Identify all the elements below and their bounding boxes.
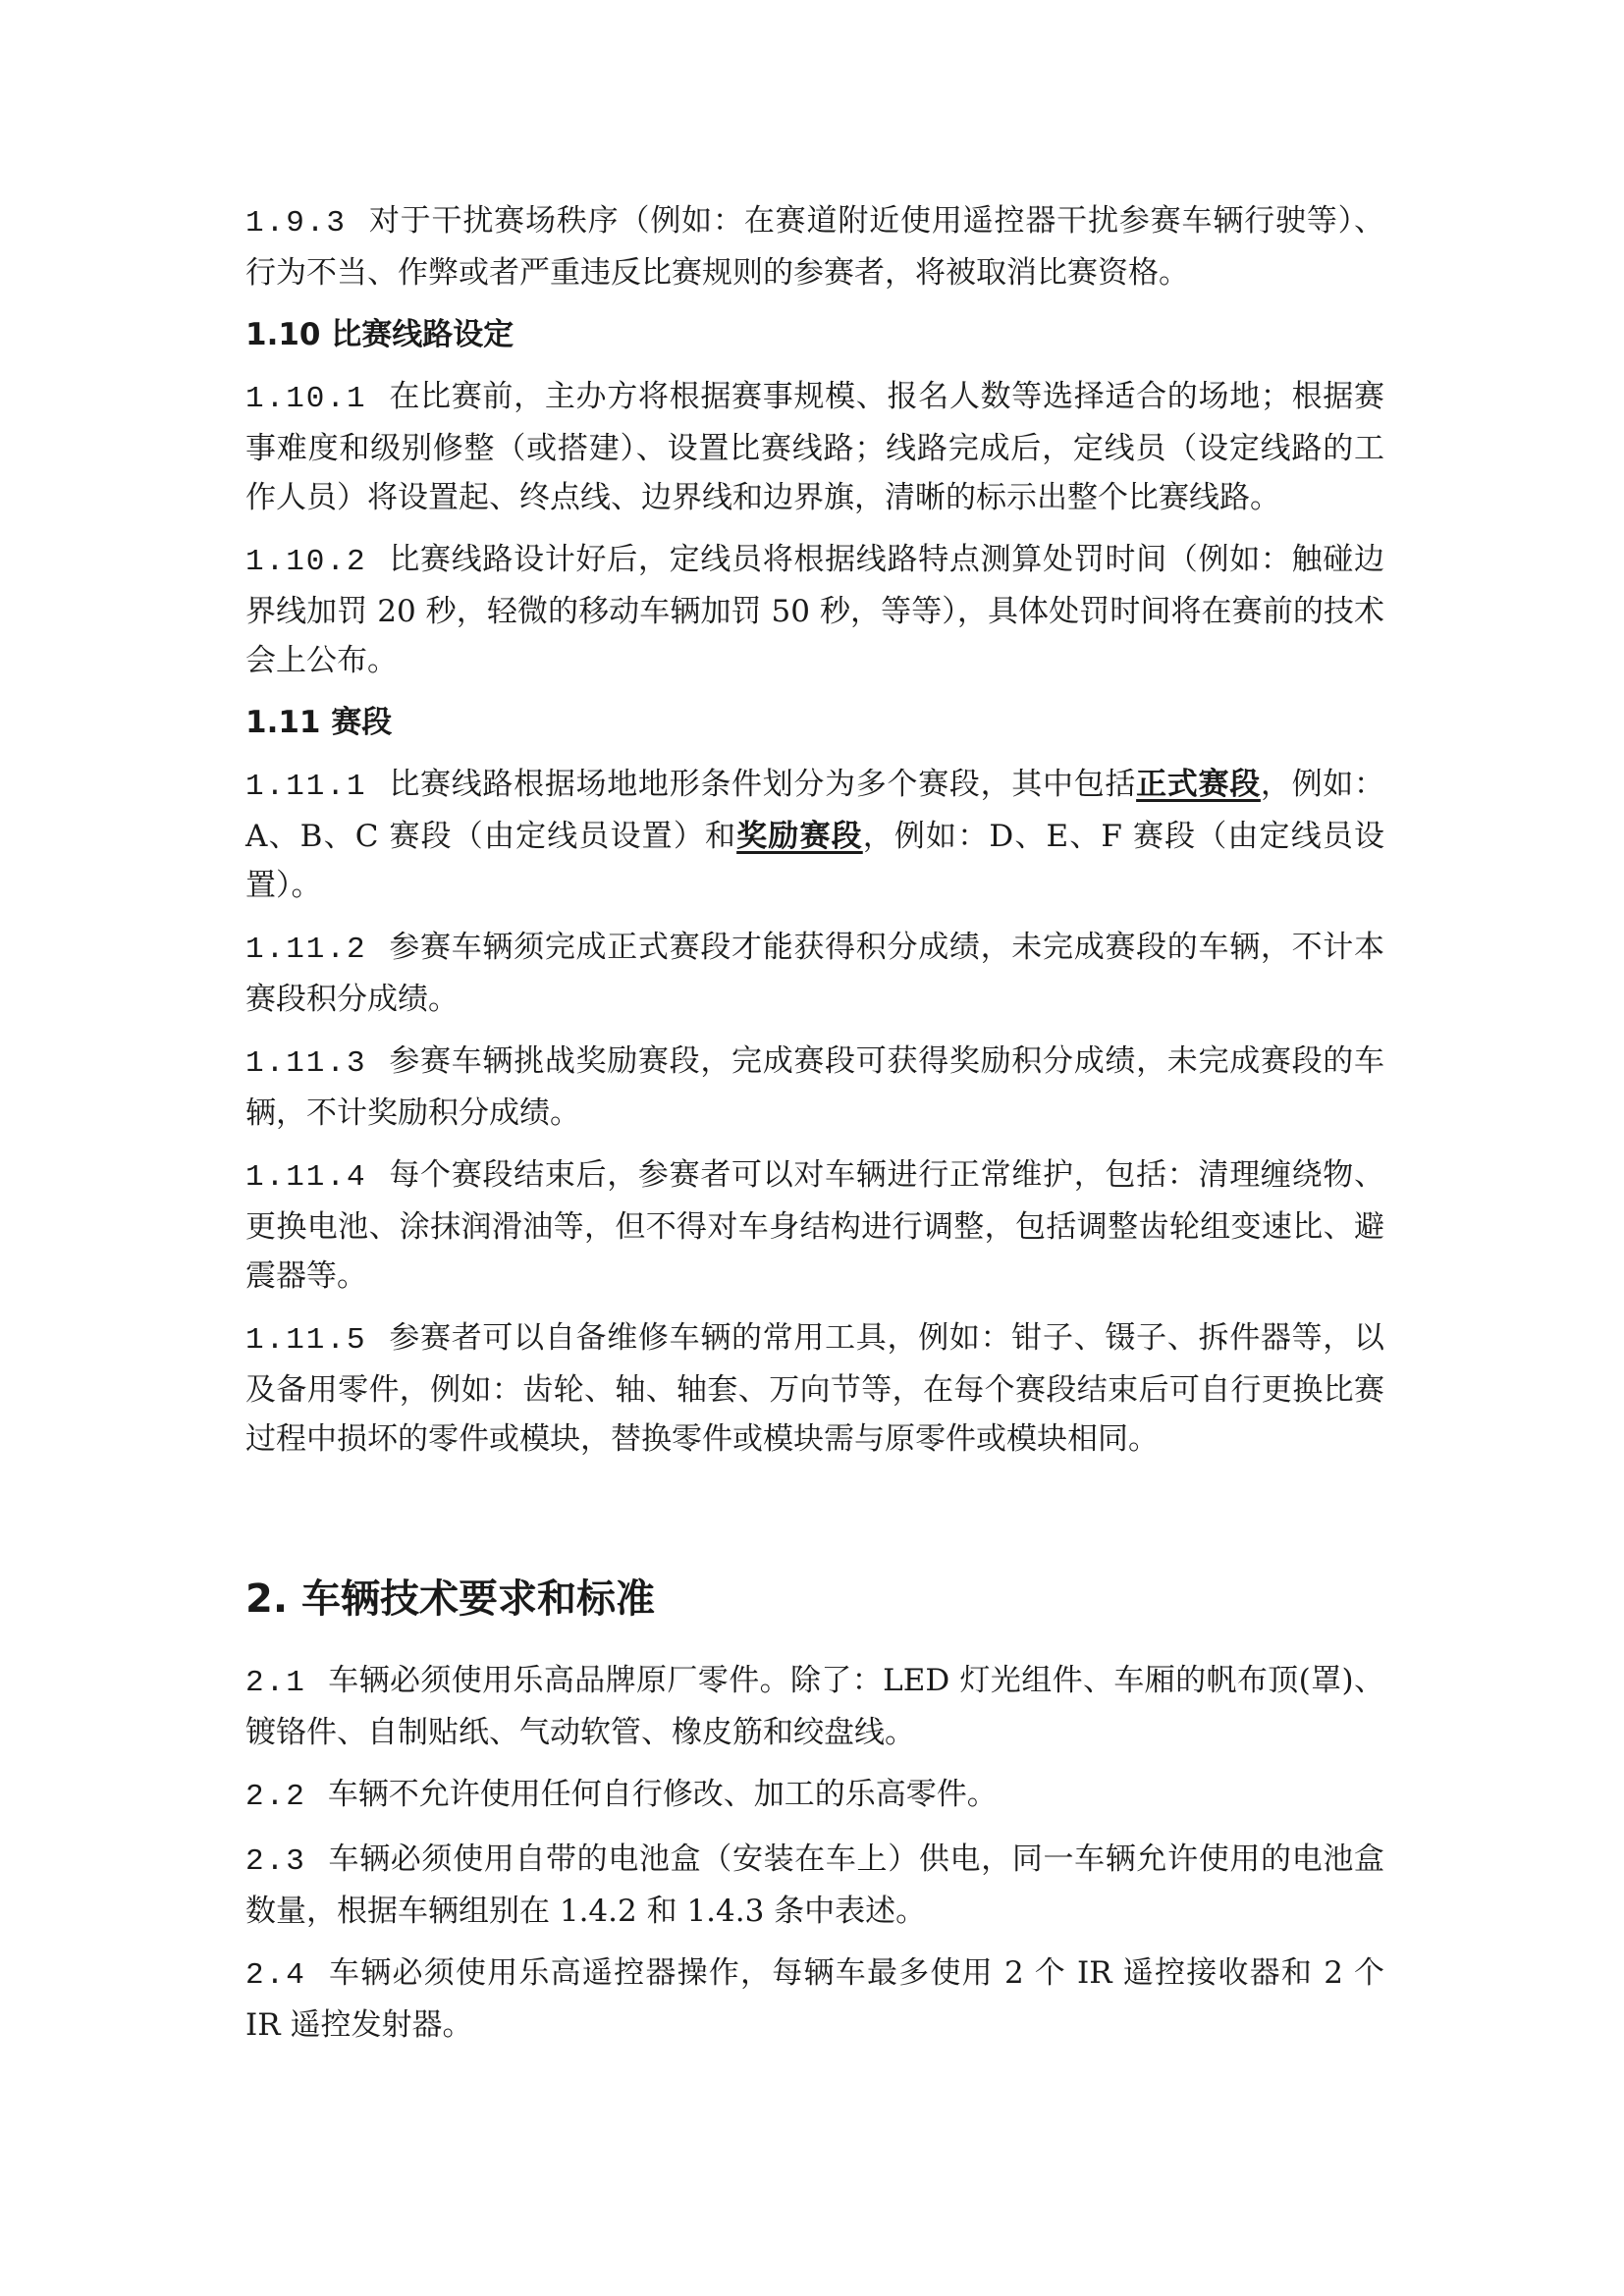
- clause-1-11-4: [245, 1150, 1384, 1301]
- clause-number: 2.3: [245, 1844, 306, 1879]
- clause-number: 1.11.2: [245, 933, 367, 967]
- clause-1-11-5: [245, 1313, 1384, 1464]
- clause-2-3: [245, 1835, 1384, 1936]
- clause-1-11-1: [245, 760, 1384, 910]
- clause-2-1: [245, 1656, 1384, 1757]
- document-page: [245, 196, 1384, 2062]
- clause-1-11-2: [245, 923, 1384, 1024]
- clause-number: 1.11.3: [245, 1046, 367, 1081]
- clause-number: 1.11.1: [245, 770, 367, 804]
- clause-text: 在比赛前，主办方将根据赛事规模、报名人数等选择适合的场地；根据赛事难度和级别修整（或搭建）、设置比赛线路；线路完成后，定线员（设定线路的工作人员）将设置起、终点线、边界线和边界旗，清晰的标示出整个比赛线路。: [245, 379, 1384, 515]
- clause-text: ，例如：D、E、F 赛段（由定线员设置）。: [245, 819, 1384, 903]
- clause-number: 1.10.2: [245, 545, 367, 579]
- clause-text: 车辆必须使用乐高遥控器操作，每辆车最多使用 2 个 IR 遥控接收器和 2 个 IR 遥控发射器。: [245, 1955, 1384, 2043]
- clause-1-10-1: [245, 372, 1384, 522]
- clause-text: 车辆必须使用自带的电池盒（安装在车上）供电，同一车辆允许使用的电池盒数量，根据车辆组别在 1.4.2 和 1.4.3 条中表述。: [245, 1842, 1384, 1929]
- clause-text: 比赛线路设计好后，定线员将根据线路特点测算处罚时间（例如：触碰边界线加罚 20 秒，轻微的移动车辆加罚 50 秒，等等），具体处罚时间将在赛前的技术会上公布。: [245, 542, 1384, 678]
- emphasis-official-stage: 正式赛段: [1136, 767, 1261, 802]
- clause-text: 参赛车辆须完成正式赛段才能获得积分成绩，未完成赛段的车辆，不计本赛段积分成绩。: [245, 930, 1384, 1017]
- clause-text: 参赛车辆挑战奖励赛段，完成赛段可获得奖励积分成绩，未完成赛段的车辆，不计奖励积分成绩。: [245, 1043, 1384, 1131]
- emphasis-bonus-stage: 奖励赛段: [736, 819, 863, 854]
- clause-number: 2.1: [245, 1666, 306, 1700]
- clause-number: 2.2: [245, 1780, 306, 1814]
- clause-text: 对于干扰赛场秩序（例如：在赛道附近使用遥控器干扰参赛车辆行驶等）、行为不当、作弊或者严重违反比赛规则的参赛者，将被取消比赛资格。: [245, 203, 1384, 291]
- chapter-heading-2: 2. 车辆技术要求和标准: [245, 1576, 655, 1622]
- section-heading-1-10: 1.10 比赛线路设定: [245, 317, 514, 352]
- clause-1-10-2: [245, 535, 1384, 685]
- clause-1-9-3: [245, 196, 1384, 297]
- clause-number: 1.11.5: [245, 1323, 367, 1358]
- clause-number: 1.10.1: [245, 382, 367, 416]
- clause-text: 每个赛段结束后，参赛者可以对车辆进行正常维护，包括：清理缠绕物、更换电池、涂抹润滑油等，但不得对车身结构进行调整，包括调整齿轮组变速比、避震器等。: [245, 1157, 1384, 1294]
- clause-number: 1.9.3: [245, 206, 348, 240]
- clause-1-11-3: [245, 1037, 1384, 1138]
- clause-text: 参赛者可以自备维修车辆的常用工具，例如：钳子、镊子、拆件器等，以及备用零件，例如：齿轮、轴、轴套、万向节等，在每个赛段结束后可自行更换比赛过程中损坏的零件或模块，替换零件或模块需与原零件或模块相同。: [245, 1320, 1384, 1457]
- clause-text: 车辆必须使用乐高品牌原厂零件。除了：LED 灯光组件、车厢的帆布顶(罩)、镀铬件、自制贴纸、气动软管、橡皮筋和绞盘线。: [245, 1663, 1384, 1750]
- clause-number: 1.11.4: [245, 1160, 367, 1195]
- section-heading-1-11: 1.11 赛段: [245, 705, 393, 740]
- clause-2-2: [245, 1770, 1384, 1822]
- clause-text: 车辆不允许使用任何自行修改、加工的乐高零件。: [327, 1777, 998, 1812]
- clause-number: 2.4: [245, 1958, 306, 1993]
- clause-2-4: [245, 1949, 1384, 2050]
- clause-text: 比赛线路根据场地地形条件划分为多个赛段，其中包括: [388, 767, 1137, 802]
- clause-text: ，例如：A、B、C 赛段（由定线员设置）和: [245, 767, 1385, 854]
